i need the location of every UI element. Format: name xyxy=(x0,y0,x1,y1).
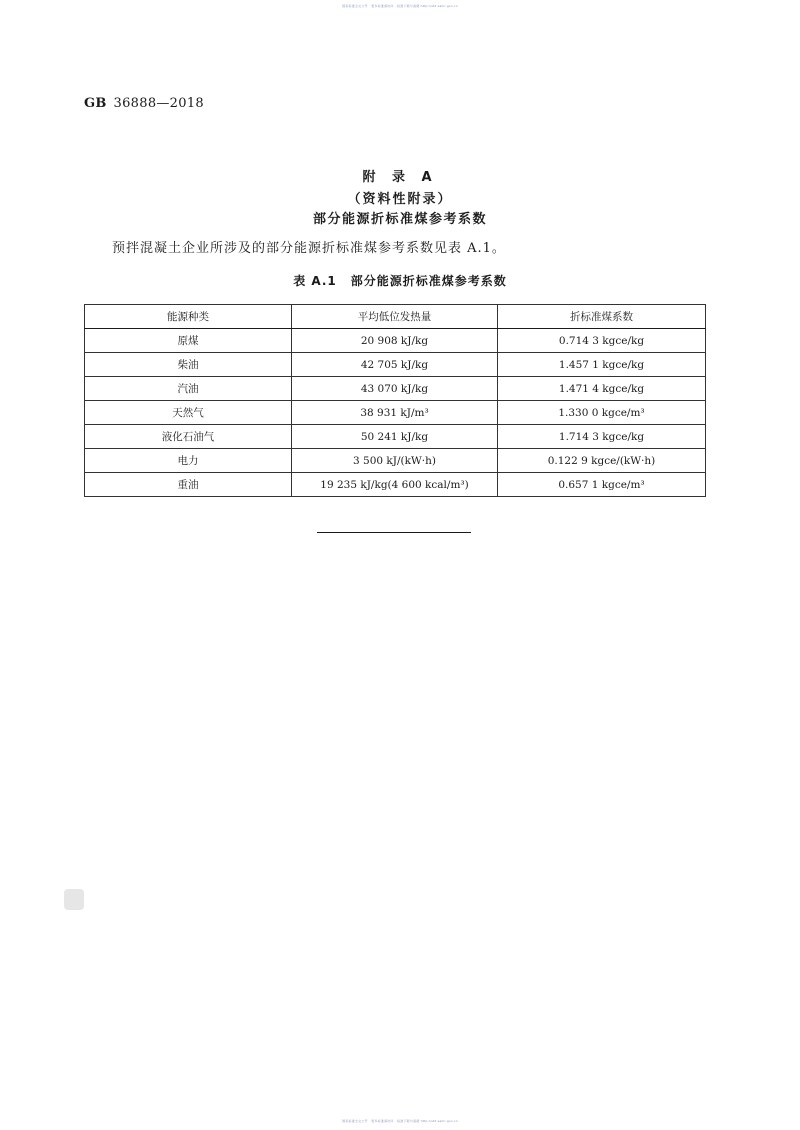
table-caption xyxy=(0,272,800,289)
energy-coefficient-table xyxy=(84,304,706,497)
cell-heat-value: 50 241 kJ/kg xyxy=(292,425,498,449)
cell-energy-type: 液化石油气 xyxy=(85,425,292,449)
watermark-bottom: 国家标准全文公开 · 更多标准请访问 · 标准下载与查阅 http://std.samr.gov.cn xyxy=(342,1119,458,1123)
cell-energy-type: 电力 xyxy=(85,449,292,473)
cell-coefficient: 1.714 3 kgce/kg xyxy=(498,425,706,449)
table-row xyxy=(85,425,706,449)
table-caption-title: 部分能源折标准煤参考系数 xyxy=(350,274,507,288)
cell-coefficient: 1.457 1 kgce/kg xyxy=(498,353,706,377)
cell-heat-value: 42 705 kJ/kg xyxy=(292,353,498,377)
cell-heat-value: 38 931 kJ/m³ xyxy=(292,401,498,425)
cell-coefficient: 0.714 3 kgce/kg xyxy=(498,329,706,353)
table-row xyxy=(85,473,706,497)
column-header-energy-type: 能源种类 xyxy=(85,305,292,329)
cell-coefficient: 1.471 4 kgce/kg xyxy=(498,377,706,401)
cell-energy-type: 原煤 xyxy=(85,329,292,353)
table-caption-number: 表 A.1 xyxy=(293,274,337,288)
cell-energy-type: 天然气 xyxy=(85,401,292,425)
cell-heat-value: 20 908 kJ/kg xyxy=(292,329,498,353)
cell-energy-type: 柴油 xyxy=(85,353,292,377)
cell-energy-type: 重油 xyxy=(85,473,292,497)
column-header-heat-value: 平均低位发热量 xyxy=(292,305,498,329)
intro-paragraph: 预拌混凝土企业所涉及的部分能源折标准煤参考系数见表 A.1。 xyxy=(112,241,506,256)
document-code-prefix: GB xyxy=(84,96,107,111)
page-marker-square xyxy=(64,889,84,910)
cell-coefficient: 0.122 9 kgce/(kW·h) xyxy=(498,449,706,473)
table-row xyxy=(85,449,706,473)
table-row xyxy=(85,401,706,425)
table-row xyxy=(85,329,706,353)
column-header-coefficient: 折标准煤系数 xyxy=(498,305,706,329)
cell-heat-value: 43 070 kJ/kg xyxy=(292,377,498,401)
document-code xyxy=(84,96,204,111)
table-row xyxy=(85,377,706,401)
cell-coefficient: 0.657 1 kgce/m³ xyxy=(498,473,706,497)
document-code-number: 36888—2018 xyxy=(113,96,204,111)
table-row xyxy=(85,353,706,377)
appendix-title: 部分能源折标准煤参考系数 xyxy=(312,212,487,227)
table-header-row xyxy=(85,305,706,329)
appendix-label: 附 录 A xyxy=(362,170,438,185)
cell-energy-type: 汽油 xyxy=(85,377,292,401)
end-of-document-rule xyxy=(317,532,471,533)
appendix-type: （资料性附录） xyxy=(347,192,453,207)
cell-heat-value: 19 235 kJ/kg(4 600 kcal/m³) xyxy=(292,473,498,497)
cell-heat-value: 3 500 kJ/(kW·h) xyxy=(292,449,498,473)
cell-coefficient: 1.330 0 kgce/m³ xyxy=(498,401,706,425)
watermark-top: 国家标准全文公开 · 更多标准请访问 · 标准下载与查阅 http://std.samr.gov.cn xyxy=(342,4,458,8)
